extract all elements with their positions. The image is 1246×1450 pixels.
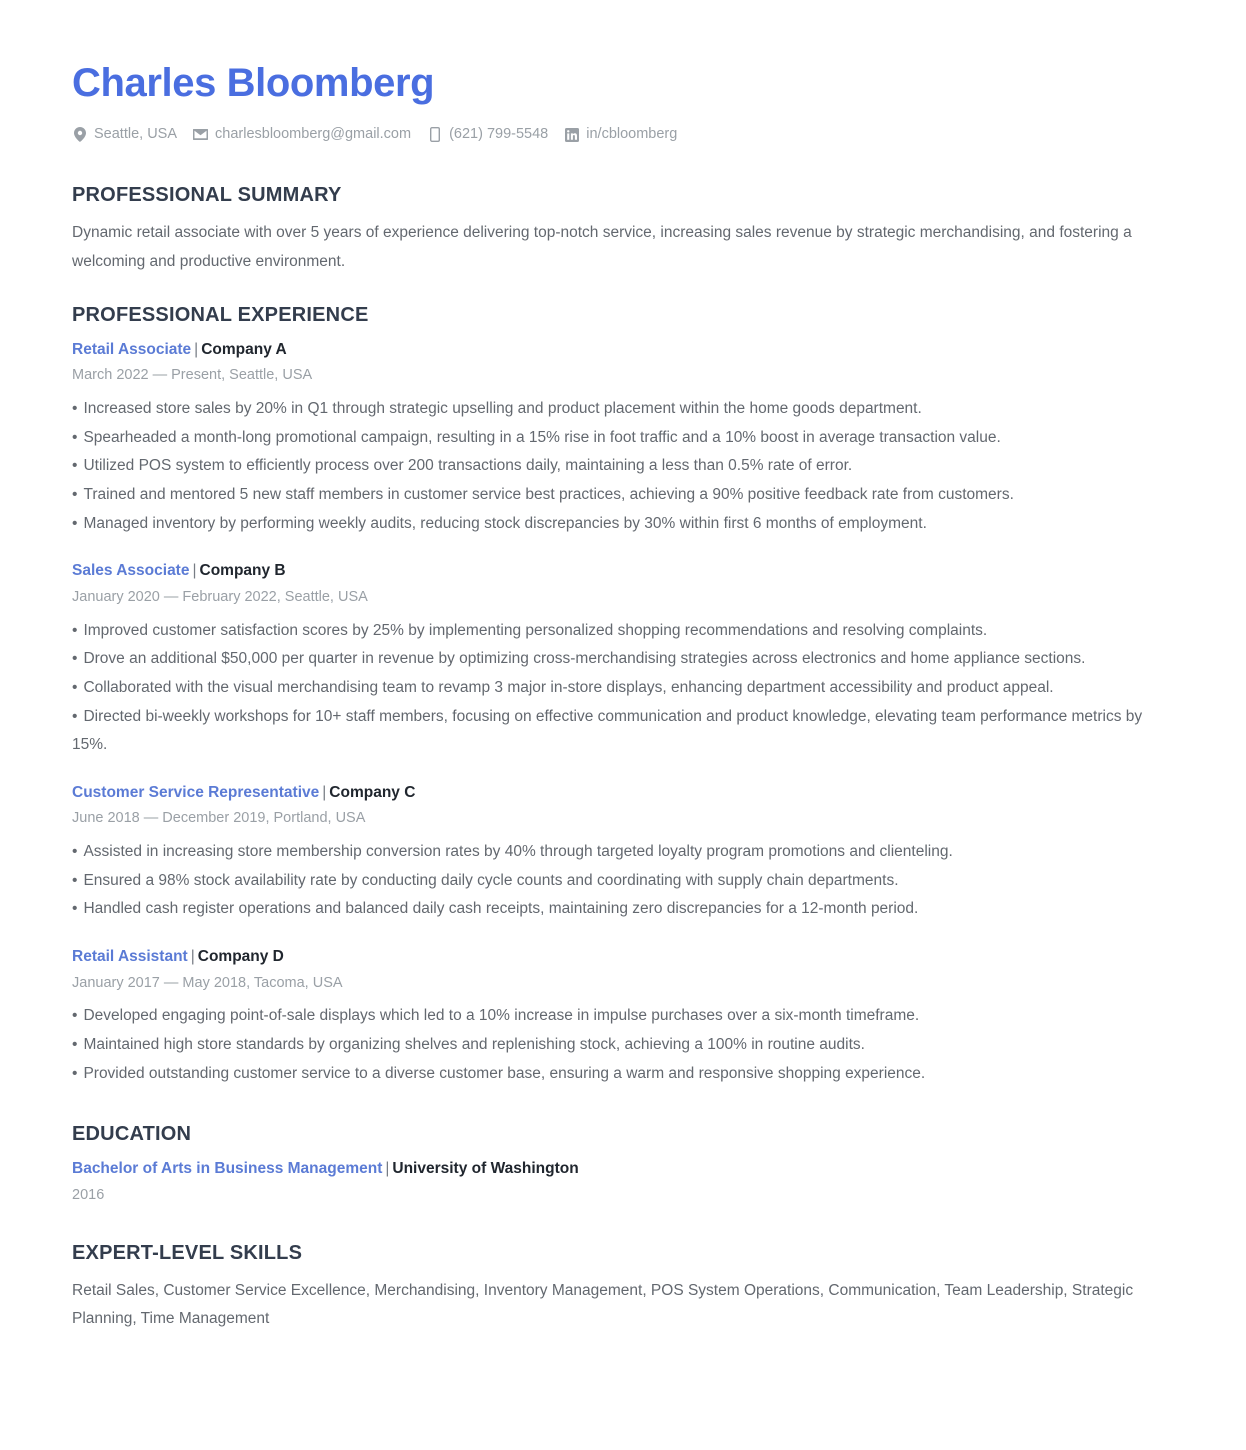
experience-entry-head bbox=[72, 946, 1174, 968]
section-title-experience: PROFESSIONAL EXPERIENCE bbox=[72, 303, 369, 326]
experience-dates-location: March 2022 — Present, Seattle, USA bbox=[72, 367, 313, 384]
experience-bullets bbox=[72, 395, 1174, 538]
contact-phone[interactable] bbox=[427, 126, 548, 143]
experience-dates-location: January 2020 — February 2022, Seattle, USA bbox=[72, 588, 368, 605]
experience-company: Company D bbox=[197, 948, 284, 966]
bullet-item: • Directed bi-weekly workshops for 10+ staff members, focusing on effective communication and product knowledge, elevating team performance metrics by 15%. bbox=[72, 703, 1174, 760]
envelope-icon bbox=[193, 127, 208, 142]
location-pin-icon bbox=[72, 127, 87, 142]
experience-bullets bbox=[72, 838, 1174, 924]
bullet-item: • Managed inventory by performing weekly audits, reducing stock discrepancies by 30% within first 6 months of employment. bbox=[72, 510, 1174, 539]
experience-entry-head bbox=[72, 782, 1174, 804]
bullet-item: • Trained and mentored 5 new staff members in customer service best practices, achieving a 90% positive feedback rate from customers. bbox=[72, 481, 1174, 510]
experience-role: Customer Service Representative bbox=[72, 783, 320, 801]
section-skills bbox=[72, 1241, 1174, 1334]
candidate-name: Charles Bloomberg bbox=[72, 61, 435, 105]
education-school: University of Washington bbox=[392, 1160, 579, 1178]
bullet-item: • Ensured a 98% stock availability rate by conducting daily cycle counts and coordinating with supply chain departments. bbox=[72, 867, 1174, 896]
contact-linkedin[interactable] bbox=[564, 126, 677, 143]
bullet-item: • Provided outstanding customer service to a diverse customer base, ensuring a warm and responsive shopping experience. bbox=[72, 1060, 1174, 1089]
education-degree: Bachelor of Arts in Business Management bbox=[72, 1160, 383, 1178]
bullet-item: • Spearheaded a month-long promotional campaign, resulting in a 15% rise in foot traffic and a 10% boost in average transaction value. bbox=[72, 424, 1174, 453]
experience-entry bbox=[72, 782, 1174, 924]
experience-entry-list bbox=[72, 339, 1174, 1089]
title-separator: | bbox=[190, 948, 195, 966]
contact-email[interactable] bbox=[193, 126, 411, 143]
title-separator: | bbox=[322, 783, 327, 801]
experience-dates-location: June 2018 — December 2019, Portland, USA bbox=[72, 810, 366, 827]
experience-entry-head bbox=[72, 560, 1174, 582]
education-year: 2016 bbox=[72, 1186, 105, 1203]
summary-text: Dynamic retail associate with over 5 years of experience delivering top-notch service, increasing sales revenue by strategic merchandising, and fostering a welcoming and productive environment. bbox=[72, 224, 1132, 271]
linkedin-icon bbox=[564, 127, 579, 142]
experience-entry bbox=[72, 339, 1174, 539]
experience-company: Company A bbox=[201, 340, 287, 358]
section-title-skills: EXPERT-LEVEL SKILLS bbox=[72, 1241, 303, 1264]
contact-linkedin-text: in/cbloomberg bbox=[586, 126, 678, 142]
section-title-summary: PROFESSIONAL SUMMARY bbox=[72, 184, 342, 207]
contact-location-text: Seattle, USA bbox=[94, 126, 178, 142]
experience-bullets bbox=[72, 1002, 1174, 1088]
title-separator: | bbox=[385, 1160, 390, 1178]
title-separator: | bbox=[194, 340, 199, 358]
experience-entry-head bbox=[72, 339, 1174, 361]
experience-role: Retail Associate bbox=[72, 340, 192, 358]
bullet-item: • Improved customer satisfaction scores by 25% by implementing personalized shopping recommendations and resolving complaints. bbox=[72, 617, 1174, 646]
experience-role: Retail Assistant bbox=[72, 948, 188, 966]
experience-company: Company C bbox=[329, 783, 416, 801]
section-title-education: EDUCATION bbox=[72, 1123, 192, 1146]
section-professional-summary bbox=[72, 183, 1174, 276]
section-education bbox=[72, 1122, 1174, 1206]
contact-location bbox=[72, 126, 177, 143]
bullet-item: • Assisted in increasing store membership conversion rates by 40% through targeted loyalty program promotions and clienteling. bbox=[72, 838, 1174, 867]
education-entry-head bbox=[72, 1158, 1174, 1180]
contact-line bbox=[72, 126, 1174, 143]
section-professional-experience bbox=[72, 303, 1174, 1089]
experience-role: Sales Associate bbox=[72, 562, 190, 580]
experience-dates-location: January 2017 — May 2018, Tacoma, USA bbox=[72, 974, 343, 991]
experience-entry bbox=[72, 560, 1174, 760]
contact-email-text: charlesbloomberg@gmail.com bbox=[215, 126, 412, 142]
skills-text: Retail Sales, Customer Service Excellence, Merchandising, Inventory Management, POS System Operations, Communication, Team Leadership, Strategic Planning, Time Management bbox=[72, 1281, 1134, 1328]
mobile-phone-icon bbox=[427, 127, 442, 142]
bullet-item: • Increased store sales by 20% in Q1 through strategic upselling and product placement within the home goods department. bbox=[72, 395, 1174, 424]
bullet-item: • Maintained high store standards by organizing shelves and replenishing stock, achieving a 100% in routine audits. bbox=[72, 1031, 1174, 1060]
bullet-item: • Collaborated with the visual merchandising team to revamp 3 major in-store displays, enhancing department accessibility and product appeal. bbox=[72, 674, 1174, 703]
contact-phone-text: (621) 799-5548 bbox=[449, 126, 549, 142]
resume-header bbox=[72, 62, 1174, 143]
bullet-item: • Drove an additional $50,000 per quarter in revenue by optimizing cross-merchandising strategies across electronics and home appliance sections. bbox=[72, 645, 1174, 674]
title-separator: | bbox=[192, 562, 197, 580]
experience-bullets bbox=[72, 617, 1174, 760]
bullet-item: • Developed engaging point-of-sale displays which led to a 10% increase in impulse purchases over a six-month timeframe. bbox=[72, 1002, 1174, 1031]
experience-entry bbox=[72, 946, 1174, 1088]
education-entry bbox=[72, 1158, 1174, 1206]
bullet-item: • Utilized POS system to efficiently process over 200 transactions daily, maintaining a less than 0.5% rate of error. bbox=[72, 452, 1174, 481]
experience-company: Company B bbox=[199, 562, 286, 580]
bullet-item: • Handled cash register operations and balanced daily cash receipts, maintaining zero discrepancies for a 12-month period. bbox=[72, 895, 1174, 924]
